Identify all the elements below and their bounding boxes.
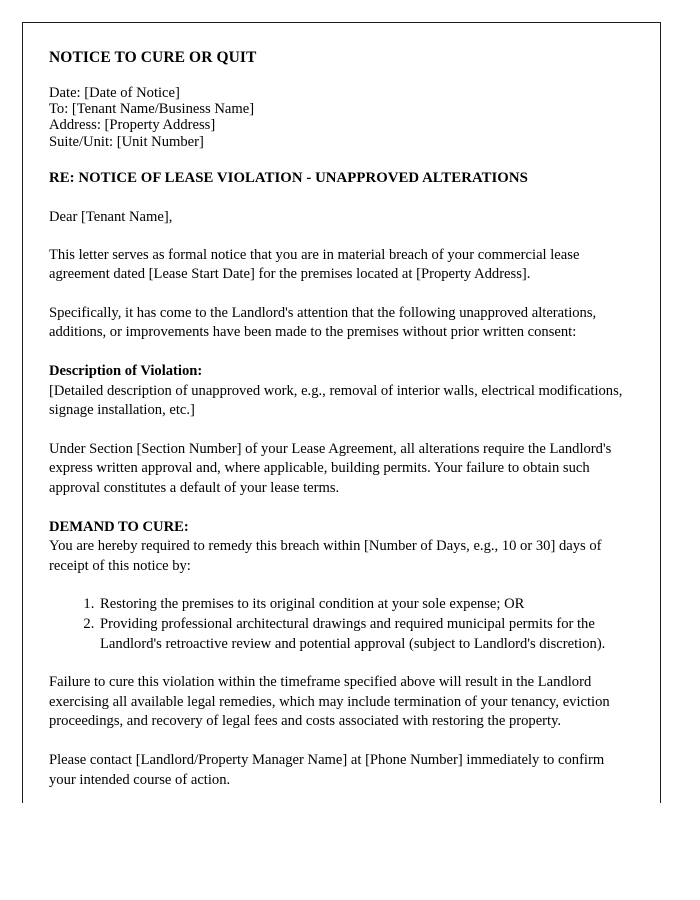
subject-line: RE: NOTICE OF LEASE VIOLATION - UNAPPROVED ALTERATIONS	[49, 170, 528, 187]
address-line-to: To: [Tenant Name/Business Name]	[49, 101, 255, 117]
paragraph-breach: This letter serves as formal notice that you are in material breach of your commercial lease agreement dated [Lease Start Date] for the premises located at [Property Address].	[49, 246, 580, 283]
address-block	[49, 85, 634, 151]
violation-text: [Detailed description of unapproved work, e.g., removal of interior walls, electrical modifications, signage installation, etc.]	[49, 382, 623, 419]
paragraph-specifically: Specifically, it has come to the Landlord's attention that the following unapproved alterations, additions, or improvements have been made to the premises without prior written consent:	[49, 304, 597, 341]
demand-heading: DEMAND TO CURE:	[49, 518, 189, 535]
demand-list	[49, 595, 634, 654]
paragraph-failure-to-cure: Failure to cure this violation within the timeframe specified above will result in the Landlord exercising all available legal remedies, which may include termination of your tenancy, eviction proceedings, and recovery of legal fees and costs associated with restoring the property.	[49, 674, 610, 730]
list-item: 2. Providing professional architectural drawings and required municipal permits for the Landlord's retroactive review and potential approval (subject to Landlord's discretion).	[98, 615, 634, 654]
document-page	[22, 22, 661, 803]
address-line-address: Address: [Property Address]	[49, 117, 216, 134]
address-line-date: Date: [Date of Notice]	[49, 84, 180, 101]
salutation: Dear [Tenant Name],	[49, 208, 173, 225]
paragraph-section-reference: Under Section [Section Number] of your Lease Agreement, all alterations require the Landlord's express written approval and, where applicable, building permits. Your failure to obtain such approval constitutes a default of your lease terms.	[49, 440, 612, 497]
address-line-suite-unit: Suite/Unit: [Unit Number]	[49, 133, 204, 150]
page-title: NOTICE TO CURE OR QUIT	[49, 49, 257, 66]
demand-intro: You are hereby required to remedy this breach within [Number of Days, e.g., 10 or 30] days of receipt of this notice by:	[49, 538, 602, 574]
document-body	[23, 23, 660, 790]
paragraph-contact: Please contact [Landlord/Property Manager Name] at [Phone Number] immediately to confirm your intended course of action.	[49, 751, 605, 788]
violation-heading: Description of Violation:	[49, 363, 203, 380]
list-item: 1. Restoring the premises to its original condition at your sole expense; OR	[98, 595, 634, 615]
